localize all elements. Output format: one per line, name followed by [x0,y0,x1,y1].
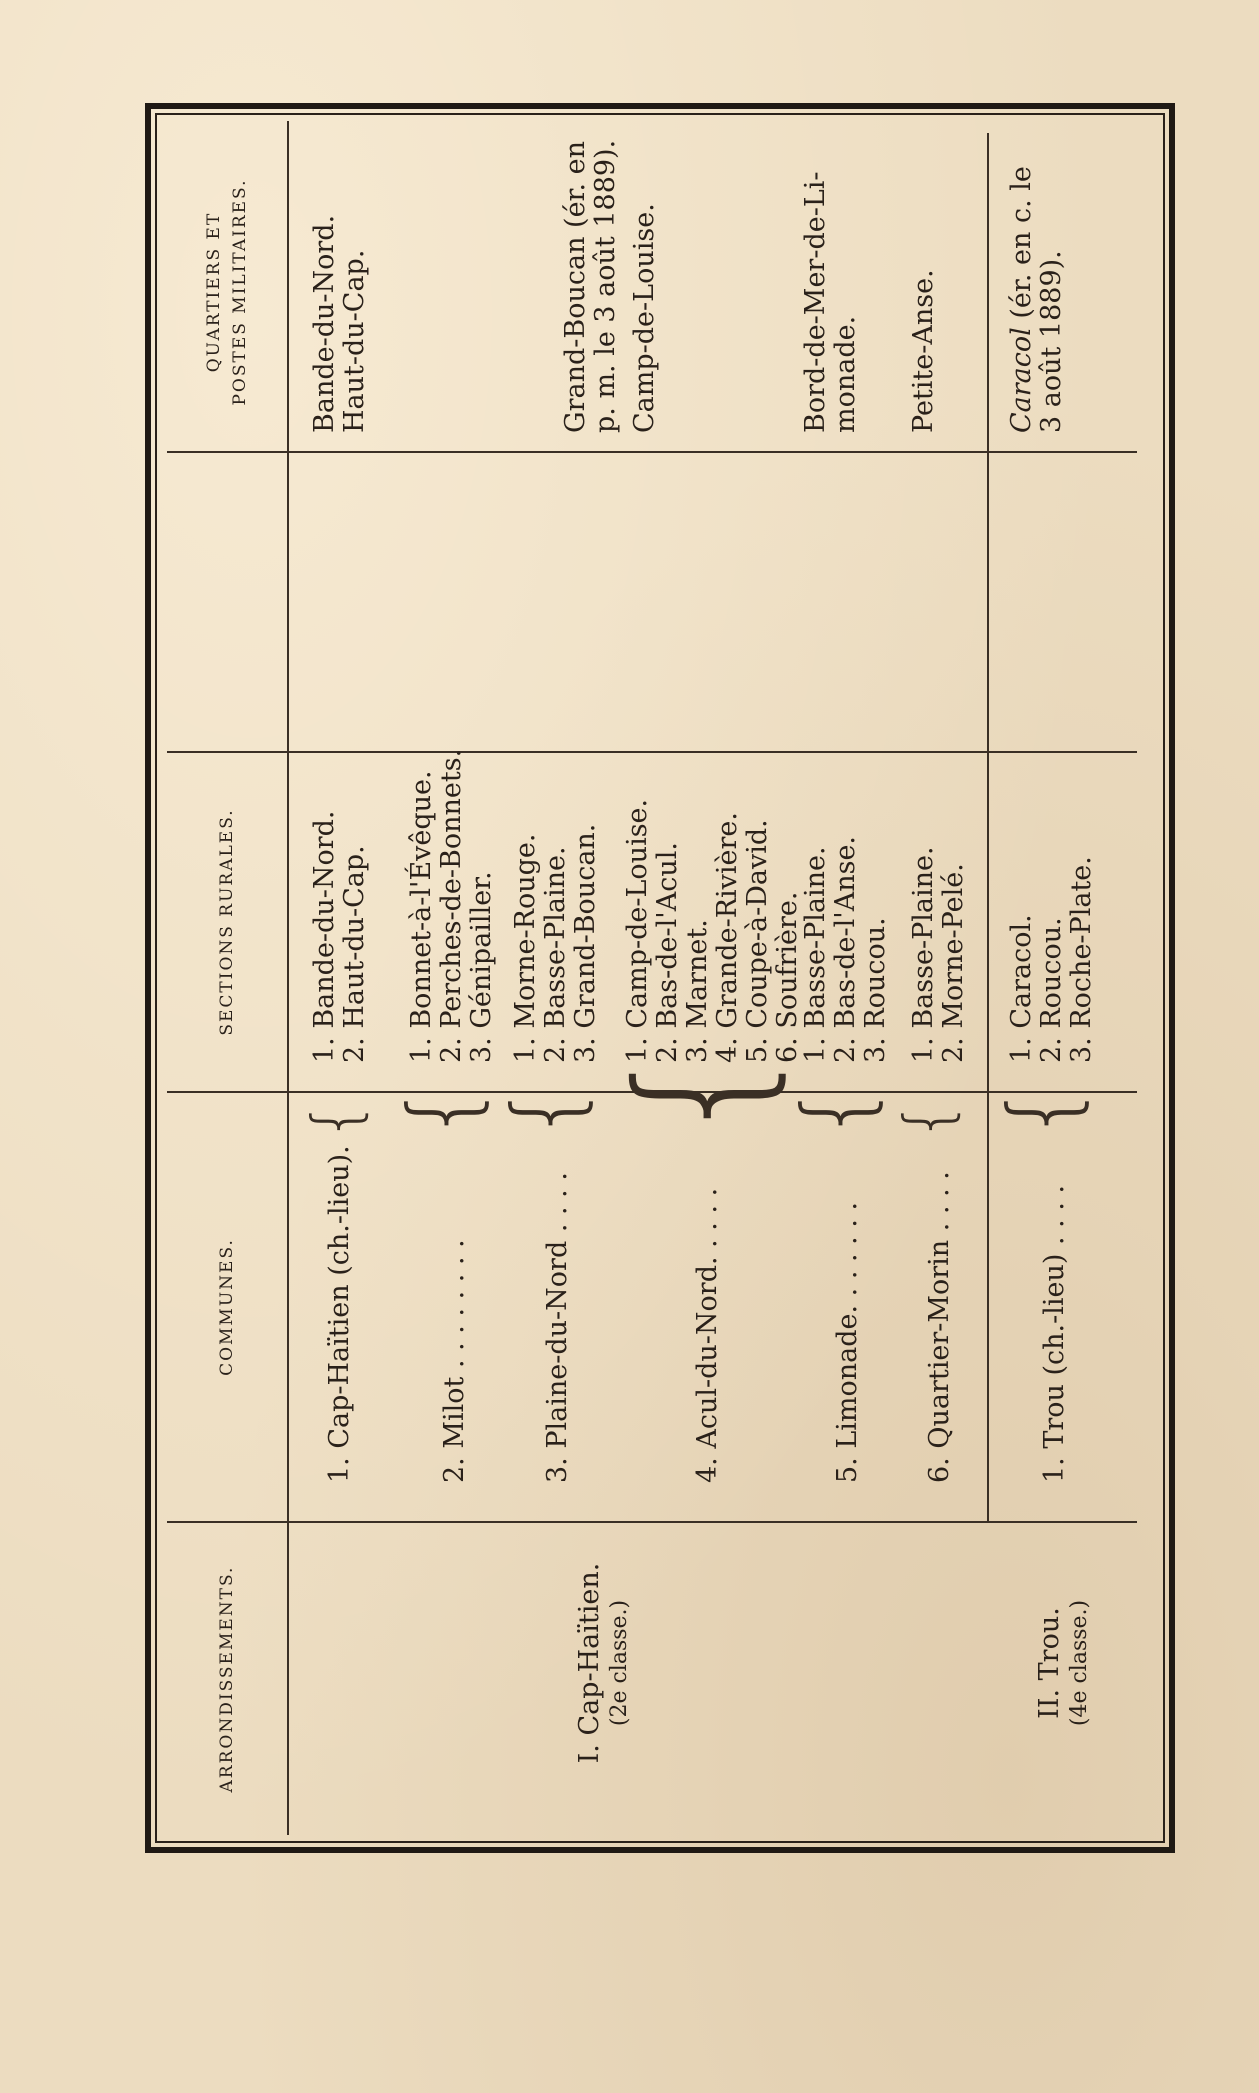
commune-trou: 1. Trou (ch.-lieu) . . . . [1039,1184,1070,1483]
section-item: 3. Grand-Boucan. [570,823,601,1063]
section-item: 1. Bande-du-Nord. [309,810,340,1063]
commune-quartier-morin: 6. Quartier-Morin . . . . [924,1171,955,1483]
poste-item: Camp-de-Louise. [629,203,660,433]
brace-icon: { [300,1100,374,1141]
header-rule [287,121,289,1835]
postes-trou [1007,166,1067,433]
communes-table [145,103,1175,1853]
arrondissement-1-name: I. Cap-Haïtien. [574,1562,605,1764]
postes-plaine-du-nord [561,140,621,433]
section-item: 2. Basse-Plaine. [540,846,571,1063]
poste-item: monade. [830,315,861,433]
poste-item: p. m. le 3 août 1889). [590,139,621,433]
col-rule-4 [167,451,1137,453]
sections-milot [407,749,497,1063]
brace-icon: { [989,1082,1096,1141]
postes-cap-haitien [310,215,370,433]
poste-item: Petite-Anse. [908,269,939,433]
poste-item: 3 août 1889). [1036,250,1067,433]
section-item: 1. Caracol. [1006,914,1037,1063]
arrondissement-2-name: II. Trou. [1034,1607,1065,1719]
brace-icon: { [389,1082,496,1141]
header-communes [167,1093,287,1521]
section-item: 2. Bas-de-l'Acul. [652,842,683,1063]
header-sections [167,753,287,1091]
section-item: 1. Camp-de-Louise. [622,798,653,1063]
section-item: 6. Soufrière. [772,891,803,1063]
brace-icon: { [493,1082,600,1141]
header-quartiers-line1: QUARTIERS ET [204,211,224,373]
col-rule-1 [167,1521,1137,1523]
postes-quartier-morin [909,269,939,433]
arrondissement-1 [575,1533,635,1793]
postes-limonade [801,171,861,433]
arrondissement-rule [987,133,989,1523]
section-item: 2. Haut-du-Cap. [339,845,370,1063]
sections-quartier-morin [909,846,969,1063]
section-item: 1. Bonnet-à-l'Évêque. [406,770,437,1063]
section-item: 2. Roucou. [1036,917,1067,1063]
section-item: 2. Bas-de-l'Anse. [830,835,861,1063]
header-arrondissements [167,1523,287,1835]
arrondissement-2 [1035,1533,1095,1793]
commune-acul-du-nord: 4. Acul-du-Nord. . . . . [692,1187,723,1483]
sections-limonade [801,836,891,1063]
commune-plaine-du-nord: 3. Plaine-du-Nord . . . . [542,1172,573,1483]
header-sections-text: SECTIONS RURALES. [217,808,237,1036]
commune-cap-haitien: 1. Cap-Haïtien (ch.-lieu). [324,1145,355,1483]
poste-item: Bord-de-Mer-de-Li- [800,171,831,433]
section-item: 3. Marnet. [682,919,713,1063]
poste-item: (ér. en c. le [1006,166,1037,319]
section-item: 1. Morne-Rouge. [510,833,541,1063]
poste-italic: Caracol [1006,327,1037,433]
header-communes-text: COMMUNES. [217,1238,237,1376]
brace-icon: { [783,1082,890,1141]
poste-item: Haut-du-Cap. [339,249,370,433]
section-item: 4. Grande-Rivière. [712,812,743,1063]
section-item: 5. Coupe-à-David. [742,819,773,1063]
sections-acul-du-nord [623,799,803,1063]
section-item: 1. Basse-Plaine. [800,846,831,1063]
arrondissement-2-class: (4e classe.) [1067,1599,1092,1727]
sections-cap-haitien [310,810,370,1063]
section-item: 3. Roucou. [860,917,891,1063]
brace-icon: { [601,1038,799,1147]
header-quartiers-line2: POSTES MILITAIRES. [230,178,250,406]
section-item: 1. Basse-Plaine. [908,846,939,1063]
col-rule-3 [167,751,1137,753]
commune-milot: 2. Milot . . . . . . . . [439,1239,470,1483]
poste-item: Grand-Boucan (ér. en [560,140,591,433]
sections-plaine-du-nord [511,824,601,1063]
brace-icon: { [892,1100,966,1141]
arrondissement-1-class: (2e classe.) [607,1599,632,1727]
header-arrondissements-text: ARRONDISSEMENTS. [217,1565,237,1793]
poste-item: Bande-du-Nord. [309,214,340,433]
postes-acul-du-nord [630,203,660,433]
section-item: 2. Perches-de-Bonnets. [436,748,467,1063]
section-item: 3. Roche-Plate. [1066,856,1097,1063]
section-item: 3. Génipailler. [466,871,497,1063]
sections-trou [1007,856,1097,1063]
header-quartiers [167,133,287,451]
section-item: 2. Morne-Pelé. [938,863,969,1063]
commune-limonade: 5. Limonade. . . . . . . [832,1201,863,1483]
